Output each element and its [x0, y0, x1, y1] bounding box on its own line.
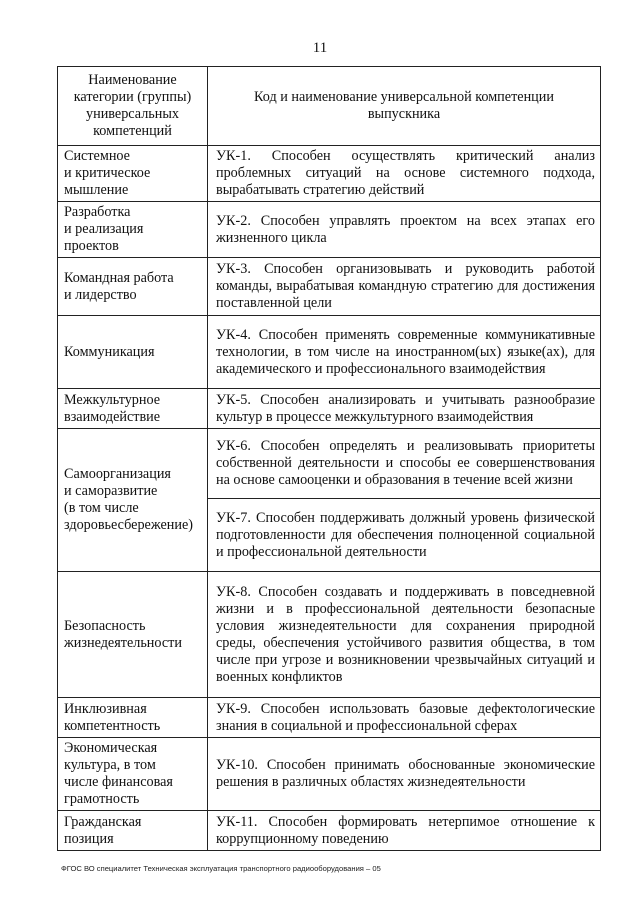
header-line: выпускника: [367, 106, 441, 122]
competence-cell: УК-3. Способен организовывать и руководить работой команды, вырабатывая командную стратегию для достижения поставленной цели: [208, 258, 601, 316]
category-cell: [58, 811, 208, 851]
category-line: числе финансовая: [64, 774, 173, 790]
category-line: и лидерство: [64, 286, 137, 303]
category-line: Разработка: [64, 204, 131, 220]
competence-cell: УК-6. Способен определять и реализовывать приоритеты собственной деятельности и способы ее совершенствования на основе самооценки и образования в течение всей жизни: [208, 429, 601, 499]
category-line: мышление: [64, 182, 129, 198]
category-line: Межкультурное: [64, 391, 161, 408]
category-cell: [58, 146, 208, 202]
category-cell: [58, 698, 208, 738]
competence-cell: УК-11. Способен формировать нетерпимое отношение к коррупционному поведению: [208, 811, 601, 851]
header-line: компетенций: [93, 123, 172, 139]
competence-cell: УК-8. Способен создавать и поддерживать в повседневной жизни и в профессиональной деятельности безопасные условия жизнедеятельности для сохранения природной среды, обеспечения устойчивого развития общества, в том числе при угрозе и возникновении чрезвычайных ситуаций и военных конфликтов: [208, 572, 601, 698]
category-cell: [58, 738, 208, 811]
category-line: взаимодействие: [64, 408, 161, 425]
table-row: [58, 811, 601, 851]
category-line: грамотность: [64, 791, 140, 807]
table-row: [58, 389, 601, 429]
category-cell: [58, 429, 208, 572]
category-line: Командная работа: [64, 269, 174, 286]
category-line: Экономическая: [64, 740, 158, 756]
category-line: культура, в том: [64, 757, 156, 773]
table-row: [58, 429, 601, 499]
category-line: Инклюзивная: [64, 700, 147, 717]
page-number: 11: [312, 40, 328, 56]
competence-cell: УК-7. Способен поддерживать должный уровень физической подготовленности для обеспечения полноценной социальной и профессиональной деятельности: [208, 499, 601, 572]
category-column-header: [58, 67, 208, 146]
competence-cell: УК-5. Способен анализировать и учитывать разнообразие культур в процессе межкультурного взаимодействия: [208, 389, 601, 429]
category-line: Коммуникация: [64, 343, 155, 360]
competence-cell: УК-2. Способен управлять проектом на всех этапах его жизненного цикла: [208, 202, 601, 258]
table-row: [58, 202, 601, 258]
category-line: Самоорганизация: [64, 466, 171, 482]
category-line: Системное: [64, 148, 130, 164]
competence-column-header: [208, 67, 601, 146]
category-line: позиция: [64, 830, 114, 847]
table-row: [58, 738, 601, 811]
category-line: и критическое: [64, 165, 151, 181]
category-line: и реализация: [64, 221, 144, 237]
table-row: [58, 572, 601, 698]
category-line: компетентность: [64, 717, 161, 734]
category-cell: [58, 258, 208, 316]
category-cell: [58, 572, 208, 698]
category-cell: [58, 202, 208, 258]
header-line: Наименование: [88, 72, 177, 88]
category-line: проектов: [64, 238, 119, 254]
category-line: Гражданская: [64, 813, 142, 830]
competence-cell: УК-9. Способен использовать базовые дефектологические знания в социальной и профессиональной сферах: [208, 698, 601, 738]
category-line: и саморазвитие: [64, 483, 158, 499]
header-line: Код и наименование универсальной компетенции: [254, 89, 554, 105]
table-row: [58, 146, 601, 202]
competence-table: [57, 66, 601, 851]
table-row: [58, 258, 601, 316]
category-line: (в том числе: [64, 500, 139, 516]
category-line: здоровьесбережение): [64, 517, 193, 533]
table-header-row: [58, 67, 601, 146]
competence-cell: УК-4. Способен применять современные коммуникативные технологии, в том числе на иностранном(ых) языке(ах), для академического и профессионального взаимодействия: [208, 316, 601, 389]
competence-cell: УК-10. Способен принимать обоснованные экономические решения в различных областях жизнедеятельности: [208, 738, 601, 811]
table-row: [58, 316, 601, 389]
category-cell: [58, 389, 208, 429]
category-cell: [58, 316, 208, 389]
header-line: универсальных: [86, 106, 179, 122]
competence-cell: УК-1. Способен осуществлять критический анализ проблемных ситуаций на основе системного подхода, вырабатывать стратегию действий: [208, 146, 601, 202]
category-line: Безопасность: [64, 617, 146, 634]
header-line: категории (группы): [73, 89, 192, 105]
table-row: [58, 698, 601, 738]
category-line: жизнедеятельности: [64, 634, 182, 651]
page-footer: ФГОС ВО специалитет Техническая эксплуатация транспортного радиооборудования – 05: [61, 864, 381, 873]
